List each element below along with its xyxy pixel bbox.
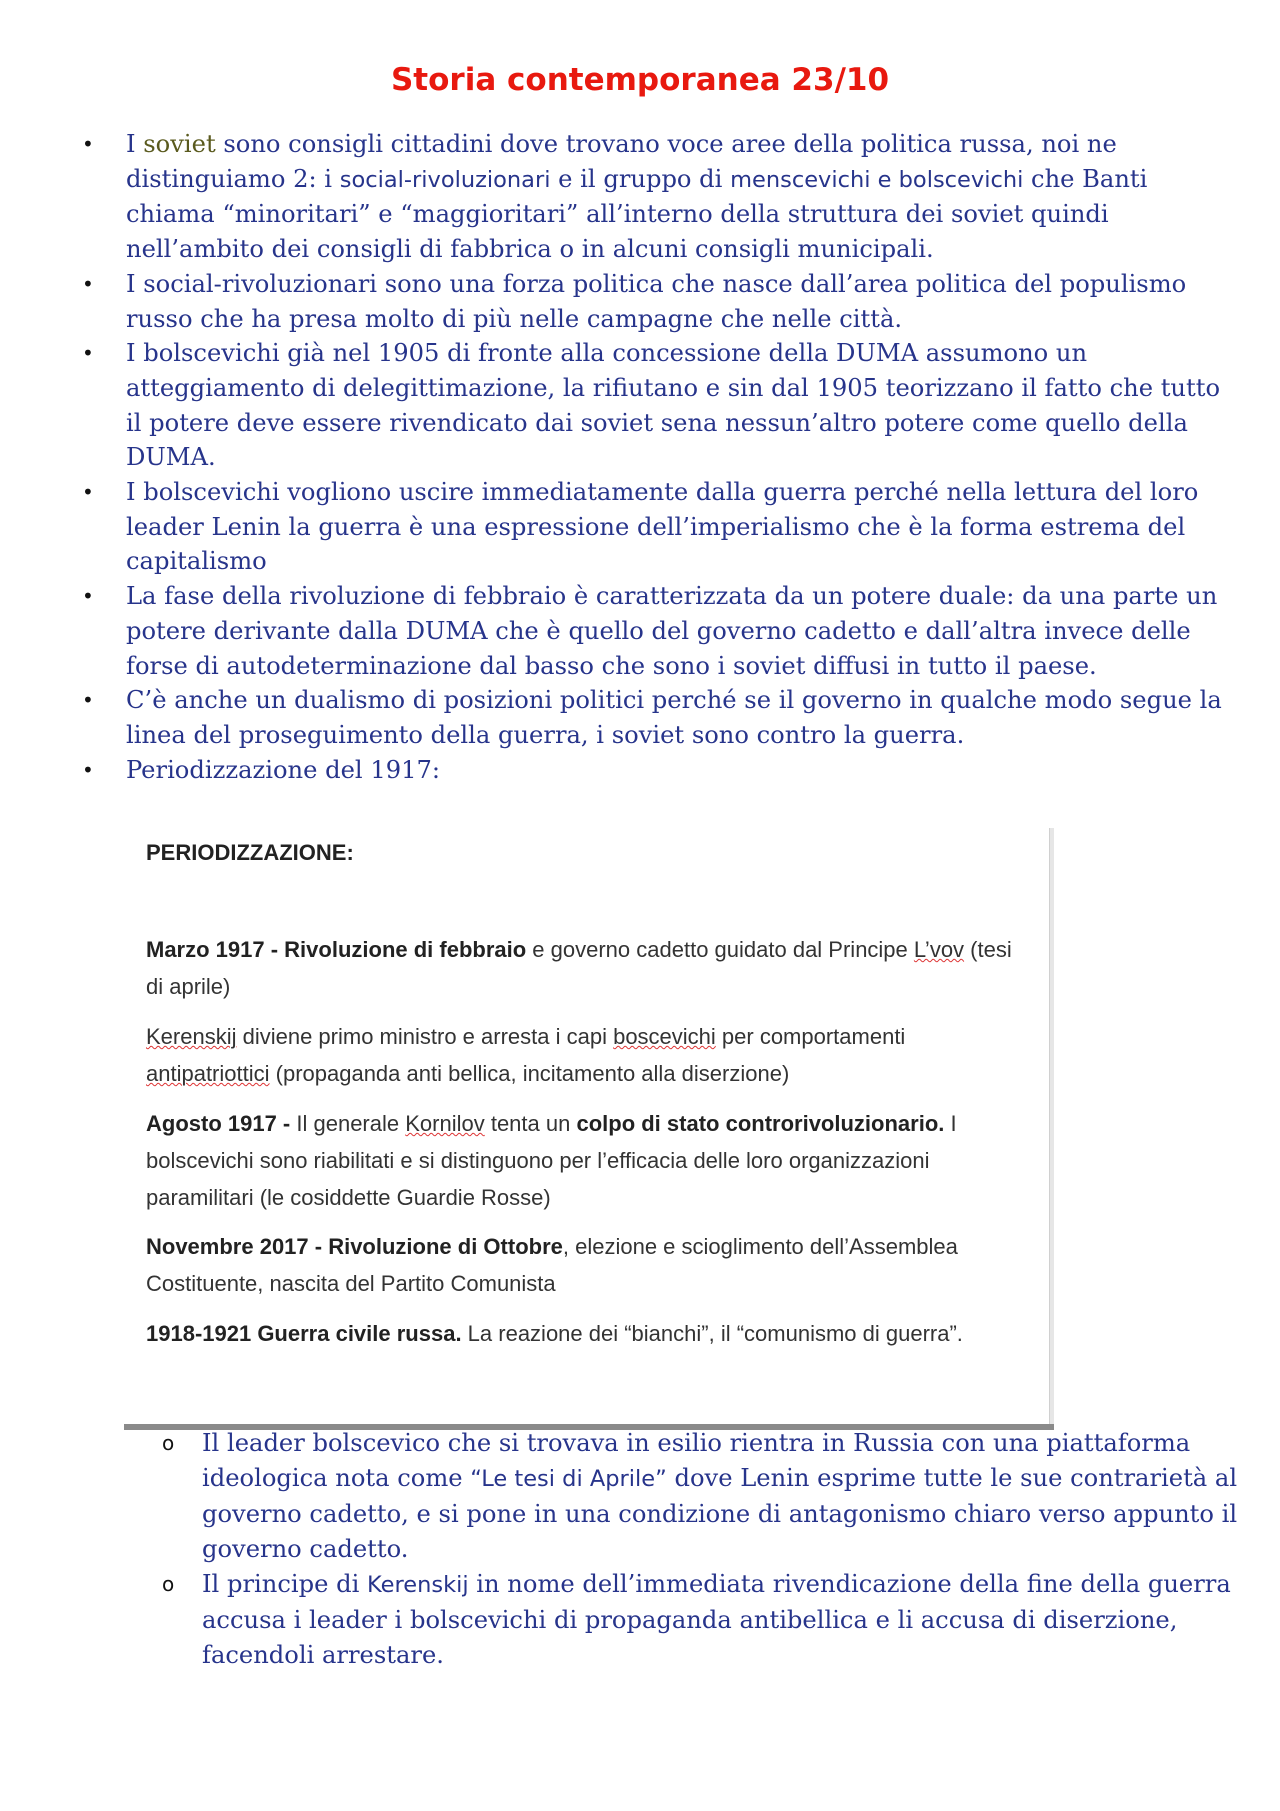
periodization-image (124, 828, 1049, 1430)
bullet-icon: • (82, 688, 94, 713)
list-item: • Periodizzazione del 1917: (78, 753, 1228, 788)
page-title: Storia contemporanea 23/10 (390, 62, 890, 98)
period-entry-agosto: Agosto 1917 - Il generale Kornilov tenta un colpo di stato controrivoluzionario. I bolscevichi sono riabilitati e si distinguono per l’efficacia delle loro organizzazioni paramilitari (le cosiddette Guardie Rosse) (146, 1111, 957, 1210)
bullet-list (78, 127, 1228, 787)
bullet-icon: • (82, 584, 94, 609)
bullet-icon: • (82, 132, 94, 156)
sub-list-item: o Il leader bolscevico che si trovava in esilio rientra in Russia con una piattaforma ideologica nota come “Le tesi di Aprile” dove Lenin esprime tutte le sue contrarietà al governo cadetto, e si pone in una condizione di antagonismo chiaro verso appunto il governo cadetto. (160, 1426, 1240, 1567)
term-soviet: soviet (143, 130, 216, 158)
bullet-icon: • (82, 480, 94, 505)
period-entry-novembre: Novembre 2017 - Rivoluzione di Ottobre, elezione e scioglimento dell’Assemblea Costituente, nascita del Partito Comunista (146, 1234, 958, 1296)
list-item: • I social-rivoluzionari sono una forza politica che nasce dall’area politica del populismo russo che ha presa molto di più nelle campagne che nelle città. (78, 267, 1228, 336)
period-entry-marzo: Marzo 1917 - Rivoluzione di febbraio e governo cadetto guidato dal Principe L’vov (tesi di aprile) (146, 937, 1012, 999)
bullet-icon: • (82, 757, 94, 782)
term-tesi-aprile: “Le tesi di Aprile” (470, 1466, 667, 1492)
list-item: • C’è anche un dualismo di posizioni politici perché se il governo in qualche modo segue la linea del proseguimento della guerra, i soviet sono contro la guerra. (78, 683, 1228, 752)
list-item: • La fase della rivoluzione di febbraio è caratterizzata da un potere duale: da una parte un potere derivante dalla DUMA che è quello del governo cadetto e dall’altra invece delle forse di autodeterminazione dal basso che sono i soviet diffusi in tutto il paese. (78, 579, 1228, 683)
list-item: • I bolscevichi vogliono uscire immediatamente dalla guerra perché nella lettura del loro leader Lenin la guerra è una espressione dell’imperialismo che è la forma estrema del capitalismo (78, 475, 1228, 579)
bullet-icon: • (82, 271, 94, 296)
term-kerenskij: Kerenskij (367, 1572, 469, 1598)
sub-bullet-list (160, 1426, 1240, 1673)
sub-list-item: o Il principe di Kerenskij in nome dell’immediata rivendicazione della fine della guerra accusa i leader i bolscevichi di propaganda antibellica e li accusa di diserzione, facendoli arrestare. (160, 1567, 1240, 1673)
periodization-title: PERIODIZZAZIONE: (146, 840, 354, 865)
period-entry-guerra: 1918-1921 Guerra civile russa. La reazione dei “bianchi”, il “comunismo di guerra”. (146, 1321, 963, 1346)
term-menscevichi-bolscevichi: menscevichi e bolscevichi (730, 166, 1024, 193)
bullet-icon: • (82, 341, 94, 366)
sub-bullet-icon: o (162, 1431, 175, 1455)
sub-bullet-icon: o (162, 1572, 175, 1596)
list-item: • I soviet sono consigli cittadini dove trovano voce aree della politica russa, noi ne distinguiamo 2: i social-rivoluzionari e il gruppo di menscevichi e bolscevichi che Banti chiama “minoritari” e “maggioritari” all’interno della struttura dei soviet quindi nell’ambito dei consigli di fabbrica o in alcuni consigli municipali. (78, 127, 1228, 267)
list-item: • I bolscevichi già nel 1905 di fronte alla concessione della DUMA assumono un atteggiamento di delegittimazione, la rifiutano e sin dal 1905 teorizzano il fatto che tutto il potere deve essere rivendicato dai soviet sena nessun’altro potere come quello della DUMA. (78, 336, 1228, 475)
term-social-rivoluzionari: social-rivoluzionari (339, 166, 551, 193)
image-edge (1050, 828, 1054, 1430)
period-entry-kerenskij: Kerenskij diviene primo ministro e arresta i capi boscevichi per comportamenti antipatriottici (propaganda anti bellica, incitamento alla diserzione) (146, 1024, 906, 1086)
